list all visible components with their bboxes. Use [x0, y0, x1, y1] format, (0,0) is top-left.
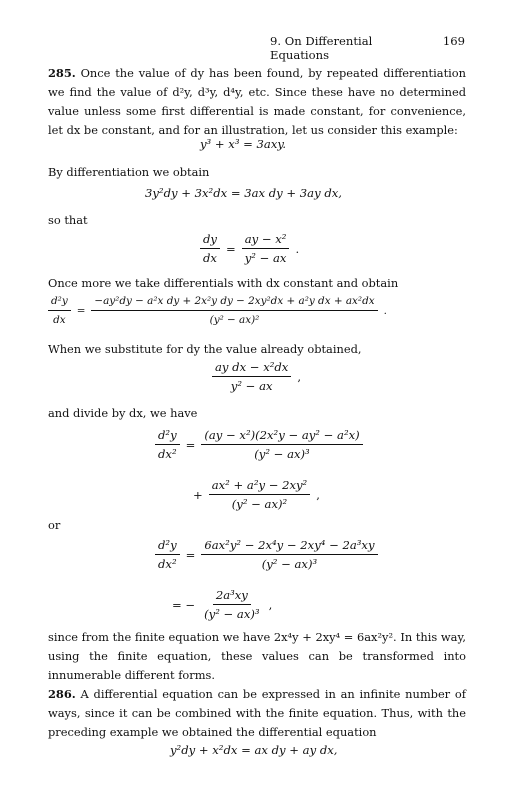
section-number: 285.: [48, 66, 76, 80]
fraction: $\frac{dy}{dx}$: [200, 232, 220, 265]
equals-sign: =: [225, 241, 236, 256]
fraction: $\frac{\text{6ax²y² − 2x⁴y − 2xy⁴ − 2a³xy}}{\text{(y² − ax)³}}$: [201, 538, 377, 571]
section-286: [48, 685, 466, 742]
comma: ,: [316, 487, 320, 502]
comma: ,: [268, 597, 273, 612]
equation-3: [200, 232, 299, 265]
fraction: $\frac{\text{ay − x²}}{\text{y² − ax}}$: [242, 232, 290, 265]
fraction: $\frac{\text{d²y}}{\text{dx²}}$: [155, 538, 180, 571]
plus-sign: +: [193, 487, 203, 502]
period: .: [295, 241, 300, 256]
paragraph-5: and divide by dx, we have: [48, 406, 198, 420]
equation-9: [172, 588, 272, 621]
paragraph-4: When we substitute for dy the value already obtained,: [48, 342, 362, 356]
fraction: $\frac{\text{−ay²dy − a²x dy + 2x²y dy − 2xy²dx + a²y dx + ax²dx}}{\text{(y² − ax)²}}$: [91, 294, 377, 327]
equals-sign: =: [185, 437, 196, 452]
paragraph-3: Once more we take differentials with dx constant and obtain: [48, 276, 399, 290]
section-text: Once the value of dy has been found, by repeated differentiation we find the value of d²y, d³y, d⁴y, etc. Since these have no determined value unless some first differential is made constant, for convenience, let dx be constant, and for an illustration, let us consider this example:: [48, 66, 466, 137]
chapter-title: 9. On Differential Equations: [270, 34, 373, 62]
equation-5: [212, 360, 301, 393]
fraction: $\frac{\text{ax² + a²y − 2xy²}}{\text{(y² − ax)²}}$: [209, 478, 311, 511]
fraction: $\frac{\text{d²y}}{dx}$: [48, 294, 71, 327]
equation-6: [155, 428, 363, 461]
equals-sign: =: [76, 304, 86, 317]
fraction: $\frac{\text{2a³xy}}{\text{(y² − ax)³}}$: [204, 588, 260, 621]
equation-1: y³ + x³ = 3axy.: [200, 137, 287, 151]
equation-4: [48, 294, 387, 327]
equation-2: 3y²dy + 3x²dx = 3ax dy + 3ay dx,: [145, 186, 342, 200]
comma: ,: [297, 369, 302, 384]
equals-sign: = −: [172, 597, 196, 612]
equation-10: y²dy + x²dx = ax dy + ay dx,: [170, 743, 338, 757]
running-header: [270, 34, 465, 62]
page-number: 169: [442, 34, 465, 48]
section-text: A differential equation can be expressed in an infinite number of ways, since it can be combined with the finite equation. Thus, with the preceding example we obtained the differential equation: [48, 687, 466, 739]
period: .: [383, 304, 387, 317]
fraction: $\frac{\text{ay dx − x²dx}}{\text{y² − ax}}$: [212, 360, 291, 393]
paragraph-1: By differentiation we obtain: [48, 165, 210, 179]
section-number: 286.: [48, 687, 76, 701]
equation-7: [193, 478, 320, 511]
fraction: $\frac{\text{(ay − x²)(2x²y − ay² − a²x)}}{\text{(y² − ax)³}}$: [201, 428, 362, 461]
equals-sign: =: [185, 547, 196, 562]
section-285: [48, 64, 466, 140]
fraction: $\frac{\text{d²y}}{\text{dx²}}$: [155, 428, 180, 461]
paragraph-2: so that: [48, 213, 88, 227]
paragraph-7: since from the finite equation we have 2x⁴y + 2xy⁴ = 6ax²y². In this way, using the finite equation, these values can be transformed into innumerable different forms.: [48, 630, 466, 682]
equation-8: [155, 538, 378, 571]
paragraph-6: or: [48, 518, 61, 532]
